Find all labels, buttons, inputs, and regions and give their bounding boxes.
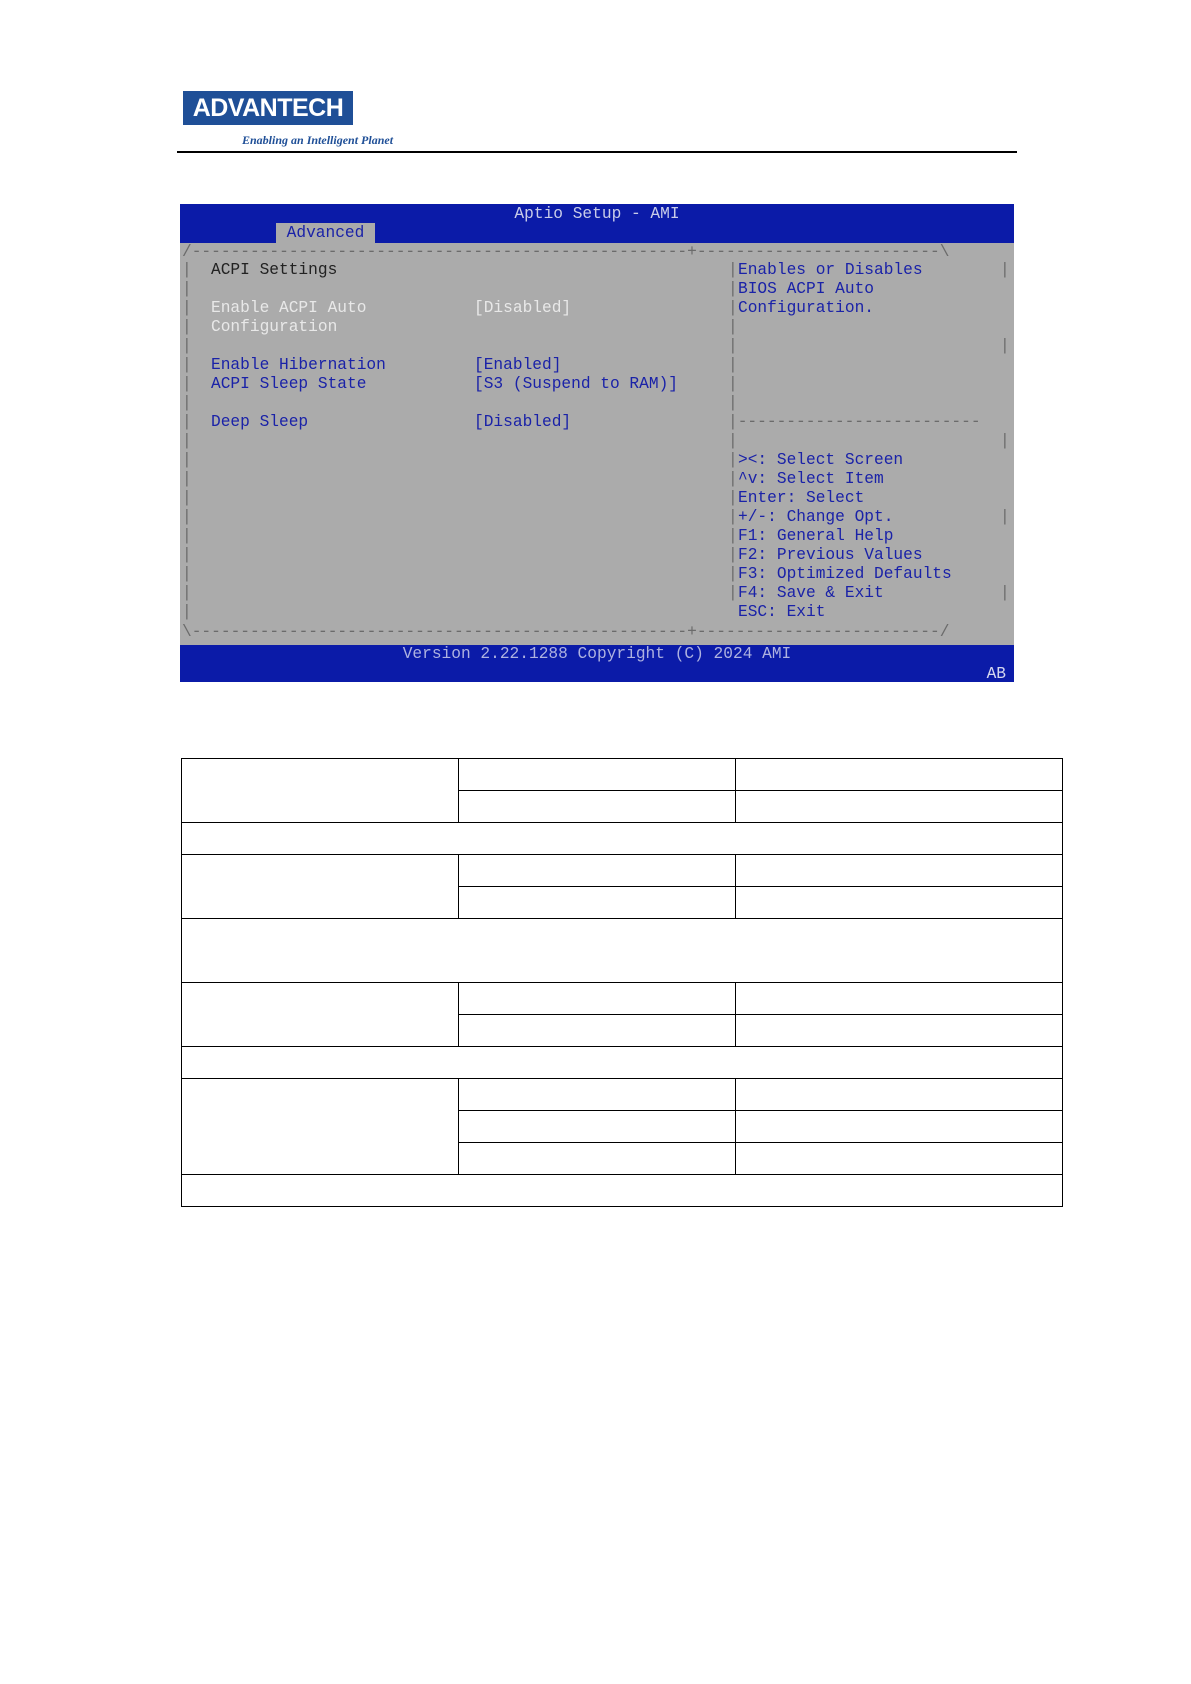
table-cell [459,1111,736,1143]
table-cell [459,791,736,823]
setting-value-sleep-state[interactable]: [S3 (Suspend to RAM)] [474,375,678,393]
table-row [182,823,1063,855]
bios-version: Version 2.22.1288 Copyright (C) 2024 AMI [402,645,792,663]
key-hint: ><: Select Screen [738,451,904,469]
table-row [182,1079,1063,1111]
table-cell [182,823,1063,855]
table-cell [182,1079,459,1175]
setting-value-deep-sleep[interactable]: [Disabled] [474,413,572,431]
table-cell [736,1143,1063,1175]
setting-label-deep-sleep[interactable]: Deep Sleep [211,413,309,431]
table-cell [736,1111,1063,1143]
settings-table [181,758,1063,1207]
table-cell [459,855,736,887]
bios-screen: Aptio Setup - AMI Advanced /---------------------------------------------------+-------------------------\ | | | | | | | | | | | | | | | | | | | | | | | | | | | |------------------------- | | | | | | | | | | | | | | \---------------------------------------------------+-------------------------/ ACPI Settings Enable ACPI Auto Configuration [Disabled] Enable Hibernation [Enabled] ACPI Sleep State [S3 (Suspend to RAM)] Deep Sleep [Disabled] Enables or Disables BIOS ACPI Auto Configuration. ><: Select Screen ^v: Select Item Enter: Select +/-: Change Opt. F1: General Help F2: Previous Values F3: Optimized Defaults F4: Save & Exit ESC: Exit Version 2.22.1288 Copyright (C) 2024 AMI AB [180,204,1014,682]
table-cell [459,759,736,791]
table-row [182,1175,1063,1207]
table-cell [459,983,736,1015]
help-line: Configuration. [738,299,874,317]
help-line: Enables or Disables [738,261,923,279]
key-hint: F3: Optimized Defaults [738,565,952,583]
setting-label-acpi-auto-cont[interactable]: Configuration [211,318,338,336]
setting-label-sleep-state[interactable]: ACPI Sleep State [211,375,367,393]
table-row [182,1047,1063,1079]
table-cell [736,983,1063,1015]
table-cell [182,855,459,919]
brand-tagline: Enabling an Intelligent Planet [242,133,394,147]
header-rule [177,151,1017,153]
table-row [182,983,1063,1015]
setting-value-acpi-auto[interactable]: [Disabled] [474,299,572,317]
table-row [182,919,1063,983]
key-hint: F2: Previous Values [738,546,923,564]
bios-corner-code: AB [986,665,1006,683]
table-cell [182,983,459,1047]
table-cell [182,1175,1063,1207]
table-cell [459,1015,736,1047]
advantech-logo [183,91,353,125]
table-cell [736,791,1063,823]
table-cell [736,1079,1063,1111]
table-cell [459,887,736,919]
key-hint: Enter: Select [738,489,865,507]
key-hint: ^v: Select Item [738,470,884,488]
key-hint: +/-: Change Opt. [738,508,894,526]
setting-label-hibernation[interactable]: Enable Hibernation [211,356,386,374]
table-cell [736,855,1063,887]
setting-label-acpi-auto[interactable]: Enable ACPI Auto [211,299,367,317]
table-cell [736,887,1063,919]
key-hint: ESC: Exit [738,603,826,621]
bios-title: Aptio Setup - AMI [514,205,680,223]
logo-text: ADVANTECH [192,94,344,122]
table-cell [459,1079,736,1111]
table-cell [182,1047,1063,1079]
key-hint: F4: Save & Exit [738,584,884,602]
table-cell [736,1015,1063,1047]
table-cell [459,1143,736,1175]
setting-value-hibernation[interactable]: [Enabled] [474,356,562,374]
tab-advanced[interactable]: Advanced [276,223,375,243]
table-cell [182,759,459,823]
help-line: BIOS ACPI Auto [738,280,874,298]
table-cell [736,759,1063,791]
table-cell [182,919,1063,983]
table-row [182,759,1063,791]
section-title: ACPI Settings [211,261,338,279]
table-row [182,855,1063,887]
key-hint: F1: General Help [738,527,894,545]
